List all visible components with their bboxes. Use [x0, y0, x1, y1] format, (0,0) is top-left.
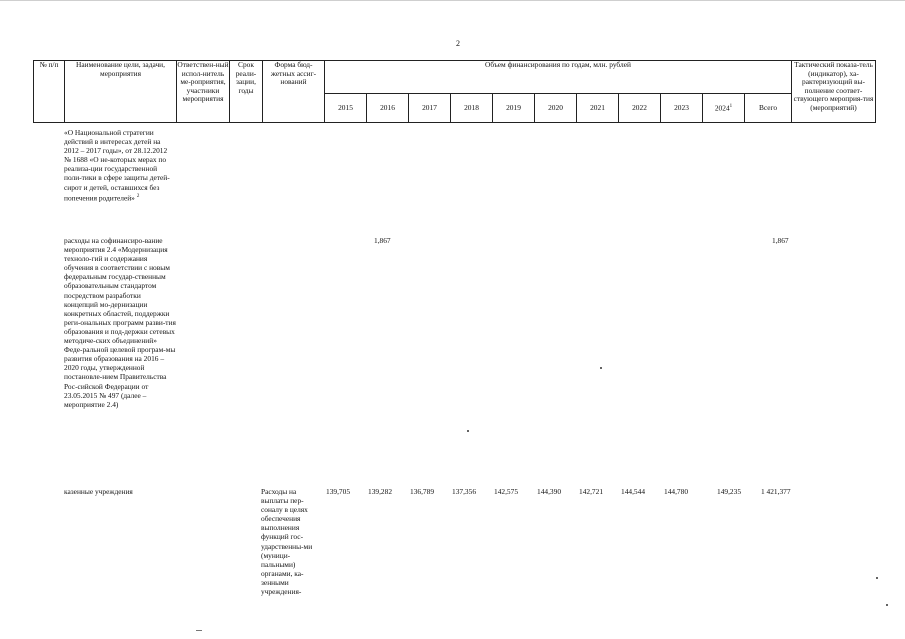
- scan-speck: [196, 630, 202, 631]
- header-year: 2022: [619, 94, 661, 123]
- page-number: 2: [456, 39, 460, 48]
- row3-value-2024: 149,235: [717, 487, 742, 496]
- scan-speck: [886, 604, 888, 606]
- row2-value-total: 1,867: [772, 236, 789, 245]
- header-year: 2019: [493, 94, 535, 123]
- row3-value-2021: 142,721: [579, 487, 604, 496]
- header-name: Наименование цели, задачи, мероприятия: [65, 61, 177, 123]
- footnote-mark: 2: [136, 193, 140, 199]
- header-year: 2015: [325, 94, 367, 123]
- footnote-mark: 1: [729, 103, 733, 109]
- header-year: 2016: [367, 94, 409, 123]
- row3-value-2015: 139,705: [326, 487, 351, 496]
- row3-value-2019: 142,575: [494, 487, 519, 496]
- header-total: Всего: [745, 94, 792, 123]
- row3-value-2016: 139,282: [368, 487, 393, 496]
- row3-value-2023: 144,780: [664, 487, 689, 496]
- header-responsible: Ответствен-ный испол-нитель ме-роприятия, участники мероприятия: [177, 61, 230, 123]
- row3-value-2020: 144,390: [537, 487, 562, 496]
- row3-form: Расходы на выплаты пер-соналу в целях обеспечения выполнения функций гос-ударственны-ми (муници-пальными) органами, ка-зенными учреждения-: [261, 487, 313, 597]
- row1-text: «О Национальной стратегии действий в интересах детей на 2012 – 2017 годы», от 28.12.2012 № 1688 «О не-которых мерах по реализа-ции государственной поли-тики в сфере защиты детей-сирот и детей, оставшихся без попечения родителей»: [64, 128, 170, 203]
- header-volume: Объем финансирования по годам, млн. рублей: [325, 61, 792, 94]
- header-year-label: 2024: [714, 103, 730, 113]
- scan-speck: [600, 367, 602, 369]
- row3-value-2022: 144,544: [621, 487, 646, 496]
- header-year: 2020: [535, 94, 577, 123]
- row3-value-2017: 136,789: [410, 487, 435, 496]
- scan-speck: [876, 577, 878, 579]
- header-year: 2018: [451, 94, 493, 123]
- header-year-2024: [703, 94, 745, 123]
- header-form: Форма бюд-жетных ассиг-нований: [263, 61, 325, 123]
- header-indicator: Тактический показа-тель (индикатор), ха-рактеризующий вы-полнение соответ-ствующего мероприя-тия (мероприятий): [792, 61, 876, 123]
- row3-value-total: 1 421,377: [761, 487, 791, 496]
- table-header: [33, 60, 876, 123]
- row2-text: расходы на софинансиро-вание мероприятия 2.4 «Модернизация техноло-гий и содержания обучения в соответствии с новым федеральным государ-ственным образовательным стандартом посредством разработки концепций мо-дернизации конкретных областей, поддержки реги-ональных программ разви-тия образования и под-держки сетевых методиче-ских объединений» Феде-ральной целевой програм-мы развития образования на 2016 – 2020 годы, утвержденной постановле-нием Правительства Рос-сийской Федерации от 23.05.2015 № 497 (далее – мероприятие 2.4): [64, 236, 176, 409]
- header-year: 2023: [661, 94, 703, 123]
- row2-value-2016: 1,867: [374, 236, 391, 245]
- row3-name: казенные учреждения: [64, 487, 133, 496]
- row3-value-2018: 137,356: [452, 487, 477, 496]
- scan-speck: [467, 430, 469, 432]
- header-no: № п/п: [34, 61, 65, 123]
- page-top-edge: [0, 0, 905, 1]
- header-term: Срок реали-зации, годы: [230, 61, 263, 123]
- header-year: 2017: [409, 94, 451, 123]
- row1-text-cell: [64, 128, 176, 202]
- header-year: 2021: [577, 94, 619, 123]
